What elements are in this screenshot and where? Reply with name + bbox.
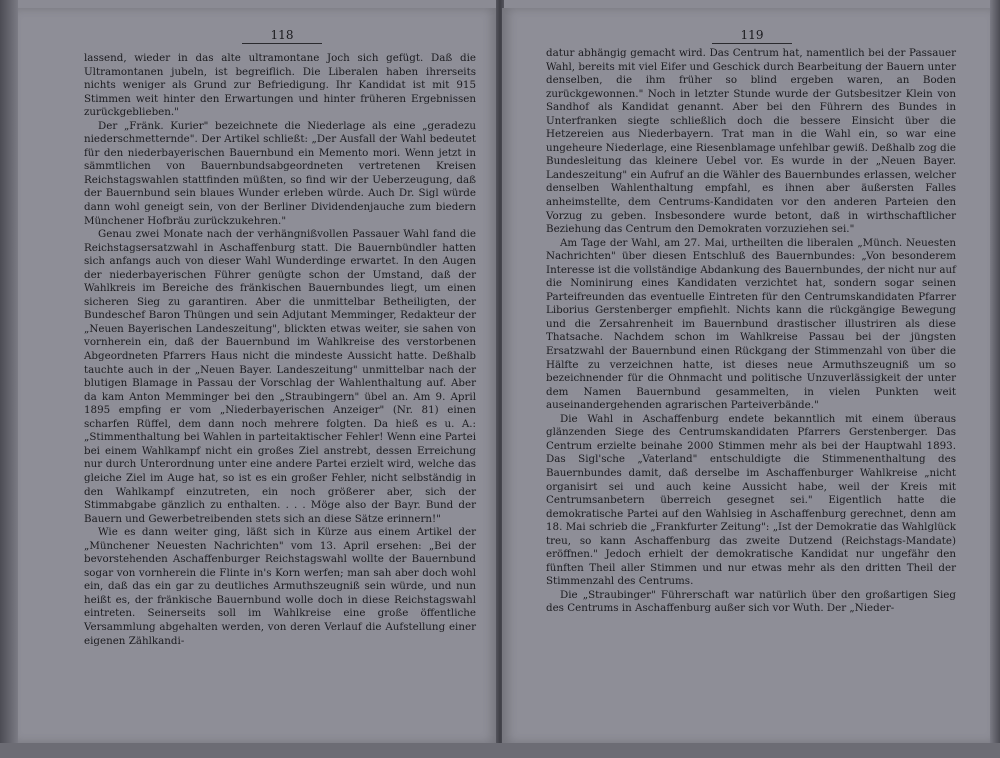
book-edge-left <box>0 0 18 758</box>
book-edge-right <box>990 0 1000 758</box>
page-number: 118 <box>242 28 322 44</box>
right-page <box>502 8 990 743</box>
page-body <box>84 52 476 648</box>
paragraph: Die „Straubinger" Führerschaft war natürlich über den großartigen Sieg des Centrums in Aschaffenburg außer sich vor Wuth. Der „Nieder- <box>546 588 956 615</box>
page-number: 119 <box>712 28 792 44</box>
scan-bottom-band <box>0 743 1000 758</box>
page-body <box>546 47 956 616</box>
paragraph: Der „Fränk. Kurier" bezeichnete die Niederlage als eine „geradezu niederschmetternde". Der Artikel schließt: „Der Ausfall der Wahl bedeutet für den niederbayerischen Bauernbund ein Memento mori. Wenn jetzt in sämmtlichen von Bauernbundsabgeordneten vertretenen Kreisen Reichstagswahlen stattfinden müßten, so find wir der Ueberzeugung, daß der Bauernbund sein blaues Wunder erleben würde. Auch Dr. Sigl würde dann wohl geneigt sein, von der Berliner Dividendenjauche zum biedern Münchener Hofbräu zurückzukehren." <box>84 119 476 227</box>
paragraph: Die Wahl in Aschaffenburg endete bekanntlich mit einem überaus glänzenden Siege des Centrumskandidaten Pfarrers Gerstenberger. Das Centrum erzielte beinahe 2000 Stimmen mehr als bei der Hauptwahl 1893. Das Sigl'sche „Vaterland" entschuldigte die Stimmenenthaltung des Bauernbundes damit, daß derselbe im Aschaffenburger Wahlkreise „nicht organisirt sei und auch keine Aussicht habe, weil der Kreis mit Centrumsanbetern überreich gesegnet sei." Eigentlich hatte die demokratische Partei auf den Wahlsieg in Aschaffenburg gerechnet, denn am 18. Mai schrieb die „Frankfurter Zeitung": „Ist der Demokratie das Wahlglück treu, so kann Aschaffenburg das zweite Dutzend (Reichstags-Mandate) eröffnen." Jedoch erhielt der demokratische Kandidat nur ungefähr den fünften Theil aller Stimmen und nur etwas mehr als den dritten Theil der Stimmenzahl des Centrums. <box>546 412 956 588</box>
paragraph: datur abhängig gemacht wird. Das Centrum hat, namentlich bei der Passauer Wahl, bereits mit viel Eifer und Geschick durch Bearbeitung der Bauern unter denselben, die ihm früher so blind ergeben waren, an Boden zurückgewonnen." Noch in letzter Stunde wurde der Gutsbesitzer Klein von Sandhof als Kandidat genannt. Aber bei den Führern des Bundes in Unterfranken siegte schließlich doch die bessere Einsicht über die Hetzereien aus Niederbayern. Trat man in die Wahl ein, so war eine ungeheure Niederlage, eine Riesenblamage unfehlbar gewiß. Deßhalb zog die Bundesleitung das kleinere Uebel vor. Es wurde in der „Neuen Bayer. Landeszeitung" ein Aufruf an die Wähler des Bauernbundes erlassen, welcher denselben Wahlenthaltung empfahl, es ihnen aber äußersten Falles anheimstellte, dem Centrums-Kandidaten vor den anderen Parteien den Vorzug zu geben. Insbesondere wurde betont, daß in wirthschaftlicher Beziehung das Centrum den Demokraten vorzuziehen sei." <box>546 47 956 236</box>
paragraph: lassend, wieder in das alte ultramontane Joch sich gefügt. Daß die Ultramontanen jubeln, ist begreiflich. Die Liberalen haben ihrerseits nichts weniger als Grund zur Befriedigung. Ihr Kandidat ist mit 915 Stimmen weit hinter den Erwartungen und hinter früheren Ergebnissen zurückgeblieben." <box>84 52 476 119</box>
paragraph: Am Tage der Wahl, am 27. Mai, urtheilten die liberalen „Münch. Neuesten Nachrichten" über diesen Entschluß des Bauernbundes: „Von besonderem Interesse ist die vollständige Abdankung des Bauernbundes, der nicht nur auf die Nominirung eines Kandidaten verzichtet hat, sondern sogar seinen Parteifreunden das eventuelle Eintreten für den Centrumskandidaten Pfarrer Liborius Gerstenberger empfiehlt. Nichts kann die rückgängige Bewegung und die Zersahrenheit im Bauernbund drastischer illustriren als diese Thatsache. Nachdem schon im Wahlkreise Passau bei der jüngsten Ersatzwahl der Bauernbund einen Rückgang der Stimmenzahl von über die Hälfte zu verzeichnen hatte, ist dieses neue Armuthszeugniß um so bezeichnender für die Ohnmacht und politische Unzuverlässigkeit der unter dem Namen Bauernbund gesammelten, in vielen Punkten weit auseinandergehenden agrarischen Parteiverbände." <box>546 236 956 412</box>
paragraph: Wie es dann weiter ging, läßt sich in Kürze aus einem Artikel der „Münchener Neuesten Nachrichten" vom 13. April ersehen: „Bei der bevorstehenden Aschaffenburger Reichstagswahl wollte der Bauernbund sogar von vornherein die Flinte in's Korn werfen; man sah aber doch wohl ein, daß das ein gar zu deutliches Armuthszeugniß sein würde, und nun heißt es, der fränkische Bauernbund wolle doch in diese Reichstagswahl eintreten. Seinerseits soll im Wahlkreise eine große öffentliche Versammlung abgehalten werden, von deren Verlauf die Aufstellung einer eigenen Zählkandi- <box>84 526 476 647</box>
paragraph: Genau zwei Monate nach der verhängnißvollen Passauer Wahl fand die Reichstagsersatzwahl in Aschaffenburg statt. Die Bauernbündler hatten sich anfangs auch von dieser Wahl Wunderdinge erwartet. In den Augen der niederbayerischen Führer genügte schon der Umstand, daß der Wahlkreis im Bereiche des fränkischen Bauernbundes liegt, um einen sicheren Sieg zu garantiren. Aber die unmittelbar Betheiligten, der Bundeschef Baron Thüngen und sein Adjutant Memminger, Redakteur der „Neuen Bayerischen Landeszeitung", blickten etwas weiter, sie sahen von vornherein ein, daß der Bauernbund im Wahlkreise des verstorbenen Abgeordneten Pfarrers Haus nicht die mindeste Aussicht hatte. Deßhalb tauchte auch in der „Neuen Bayer. Landeszeitung" unmittelbar nach der blutigen Blamage in Passau der Vorschlag der Wahlenthaltung auf. Aber da kam Anton Memminger bei den „Straubingern" übel an. Am 9. April 1895 empfing er vom „Niederbayerischen Anzeiger" (Nr. 81) einen scharfen Rüffel, dem dann noch mehrere folgten. Da hieß es u. A.: „Stimmenthaltung bei Wahlen in parteitaktischer Fehler! Wenn eine Partei bei einem Wahlkampf nicht ein großes Ziel anstrebt, dessen Erreichung nur durch Unterordnung unter eine andere Partei erzielt wird, welche das gleiche Ziel im Auge hat, so ist es ein großer Fehler, nicht selbständig in den Wahlkampf einzutreten, ein noch größerer aber, sich der Stimmabgabe gänzlich zu enthalten. . . . Möge also der Bayr. Bund der Bauern und Gewerbetreibenden stets sich an diese Sätze erinnern!" <box>84 228 476 525</box>
left-page <box>18 8 498 743</box>
